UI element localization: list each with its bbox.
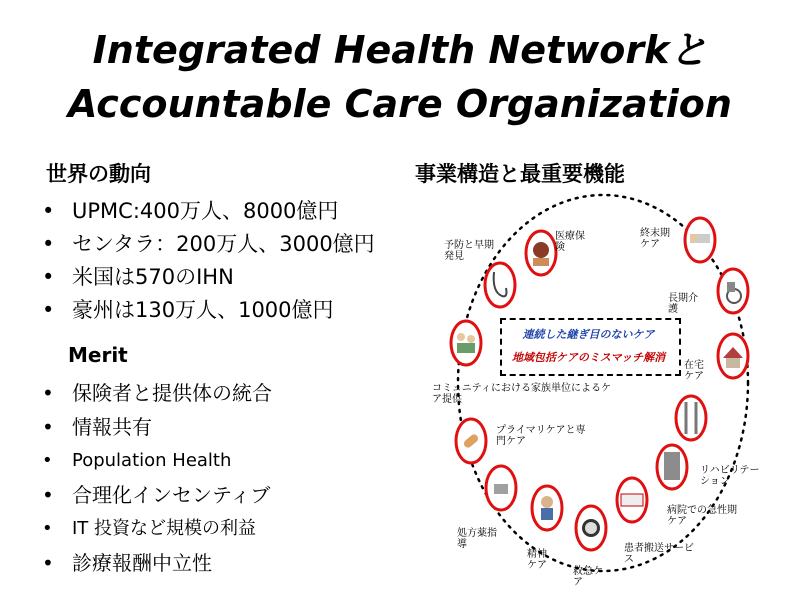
right-heading: 事業構造と最重要機能 — [415, 162, 625, 186]
label-end-of-life: 終末期 ケア — [640, 228, 670, 250]
mental-care-icon — [532, 486, 562, 530]
label-insurance: 医療保 険 — [555, 231, 585, 253]
label-mental-care: 精神 ケア — [527, 549, 547, 571]
hospital-building-icon — [657, 445, 687, 489]
ambulance-icon — [617, 478, 647, 522]
list-item: • センタラ：200万人、3000億円 — [42, 232, 375, 256]
list-item: • 情報共有 — [42, 415, 152, 439]
list-item: • UPMC:400万人、8000億円 — [42, 199, 339, 223]
seamless-care-text: 連続した継ぎ目のないケア — [522, 328, 655, 341]
list-item: • 米国は570のIHN — [42, 265, 234, 289]
list-item: • IT 投資など規模の利益 — [42, 518, 257, 539]
slide-title-line2: Accountable Care Organization — [68, 82, 732, 126]
label-home-care: 在宅 ケア — [684, 360, 704, 382]
label-prevention: 予防と早期 発見 — [444, 240, 494, 262]
slide-title-line1: Integrated Health Networkと — [92, 28, 708, 72]
stethoscope-icon — [485, 263, 515, 307]
home-care-icon — [718, 334, 748, 378]
bandage-icon — [456, 419, 486, 463]
list-item: • 保険者と提供体の統合 — [42, 381, 272, 405]
label-transport: 患者搬送サービ ス — [624, 543, 694, 565]
trend-list — [40, 195, 375, 327]
label-pharmacy: 処方薬指 導 — [457, 528, 497, 550]
label-primary-care: プライマリケアと専 門ケア — [496, 425, 586, 447]
label-rehab: リハビリテー ション — [700, 465, 760, 487]
list-item: • 豪州は130万人、1000億円 — [42, 298, 334, 322]
family-icon — [451, 321, 481, 365]
list-item: • 診療報酬中立性 — [42, 551, 212, 575]
label-emergency: 救急ケ ア — [573, 566, 603, 588]
label-acute-care: 病院での急性期 ケア — [667, 505, 737, 527]
list-item: • 合理化インセンティブ — [42, 483, 271, 507]
crutches-icon — [676, 396, 706, 440]
long-term-care-icon — [718, 269, 748, 313]
label-long-term-care: 長期介 護 — [668, 293, 698, 315]
merit-heading: Merit — [68, 343, 128, 367]
insurance-icon — [526, 231, 556, 275]
end-of-life-icon — [685, 218, 715, 262]
mismatch-resolution-text: 地域包括ケアのミスマッチ解消 — [511, 351, 666, 364]
label-community-care: コミュニティにおける家族単位によるケ ア提供 — [432, 383, 611, 405]
clock-icon — [576, 506, 606, 550]
pharmacy-icon — [486, 466, 516, 510]
left-heading: 世界の動向 — [46, 162, 151, 186]
merit-list — [40, 376, 272, 580]
list-item: • Population Health — [42, 450, 232, 471]
